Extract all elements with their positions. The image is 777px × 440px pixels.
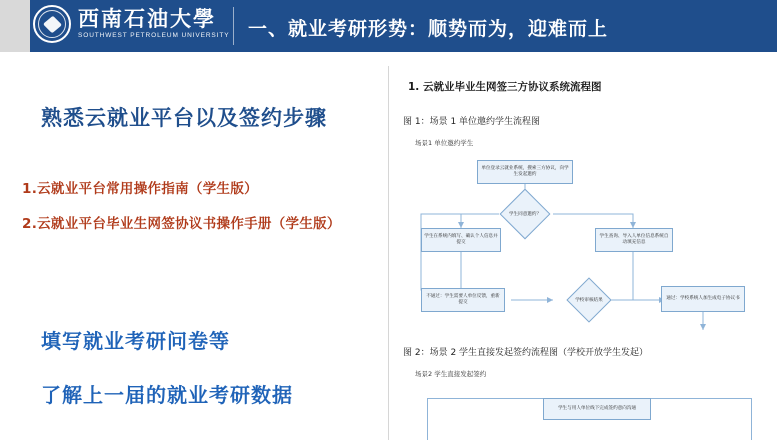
blue-statement-1: 填写就业考研问卷等 bbox=[41, 329, 230, 353]
document-item-2: 2.云就业平台毕业生网签协议书操作手册（学生版） bbox=[22, 216, 341, 232]
scene-1-label: 场景1 单位邀约学生 bbox=[415, 139, 474, 147]
flow-node-3: 学生查询、导入人单位信息系统自动填充信息 bbox=[595, 228, 673, 252]
university-logo bbox=[33, 5, 229, 43]
figure-1-caption: 图 1：场景 1 单位邀约学生流程图 bbox=[403, 117, 541, 127]
document-section-title: 1. 云就业毕业生网签三方协议系统流程图 bbox=[408, 81, 602, 93]
logo-text-block bbox=[78, 6, 230, 40]
flow-node-5: 通过：学校系统人加生成电子协议书 bbox=[661, 286, 745, 312]
header-divider bbox=[233, 7, 234, 45]
flow-decision-1-label: 学生同意邀约？ bbox=[508, 212, 542, 217]
flow2-node-1: 学生与用人单位线下完成签约意向沟通 bbox=[543, 398, 651, 420]
flow2-connector-right-down bbox=[751, 398, 752, 440]
blue-statement-2: 了解上一届的就业考研数据 bbox=[41, 383, 293, 407]
left-content-column bbox=[0, 52, 388, 440]
flow-node-spacer bbox=[661, 330, 745, 332]
university-seal-icon bbox=[33, 5, 71, 43]
lead-heading: 熟悉云就业平台以及签约步骤 bbox=[41, 106, 327, 130]
flow2-connector-right bbox=[651, 398, 751, 399]
flowchart-scene-2 bbox=[403, 384, 765, 440]
page-title: 一、就业考研形势：顺势而为，迎难而上 bbox=[248, 18, 609, 40]
flow2-connector-left bbox=[427, 398, 543, 399]
figure-2-caption: 图 2：场景 2 学生直接发起签约流程图（学校开放学生发起） bbox=[403, 348, 649, 358]
flow-node-2: 学生在系统内填写、确认个人信息并提交 bbox=[421, 228, 501, 252]
header-left-accent bbox=[0, 0, 30, 52]
logo-chinese-name: 西南石油大學 bbox=[78, 6, 216, 31]
flow2-connector-left-down bbox=[427, 398, 428, 440]
flow-node-1: 单位登录云就业系统，搜索三方协议，向学生发起邀约 bbox=[477, 160, 573, 184]
page-header bbox=[0, 0, 777, 52]
document-preview-panel bbox=[388, 66, 777, 440]
flowchart-scene-1 bbox=[403, 148, 765, 336]
document-item-1: 1.云就业平台常用操作指南（学生版） bbox=[22, 181, 258, 197]
logo-english-name: SOUTHWEST PETROLEUM UNIVERSITY bbox=[78, 31, 230, 39]
scene-2-label: 场景2 学生直接发起签约 bbox=[415, 370, 487, 378]
seal-inner-shape bbox=[42, 15, 61, 33]
flow-decision-2-label: 学校审核结果 bbox=[575, 298, 603, 303]
flow-node-4: 不通过：学生需要人单位反馈，重新提交 bbox=[421, 288, 505, 312]
